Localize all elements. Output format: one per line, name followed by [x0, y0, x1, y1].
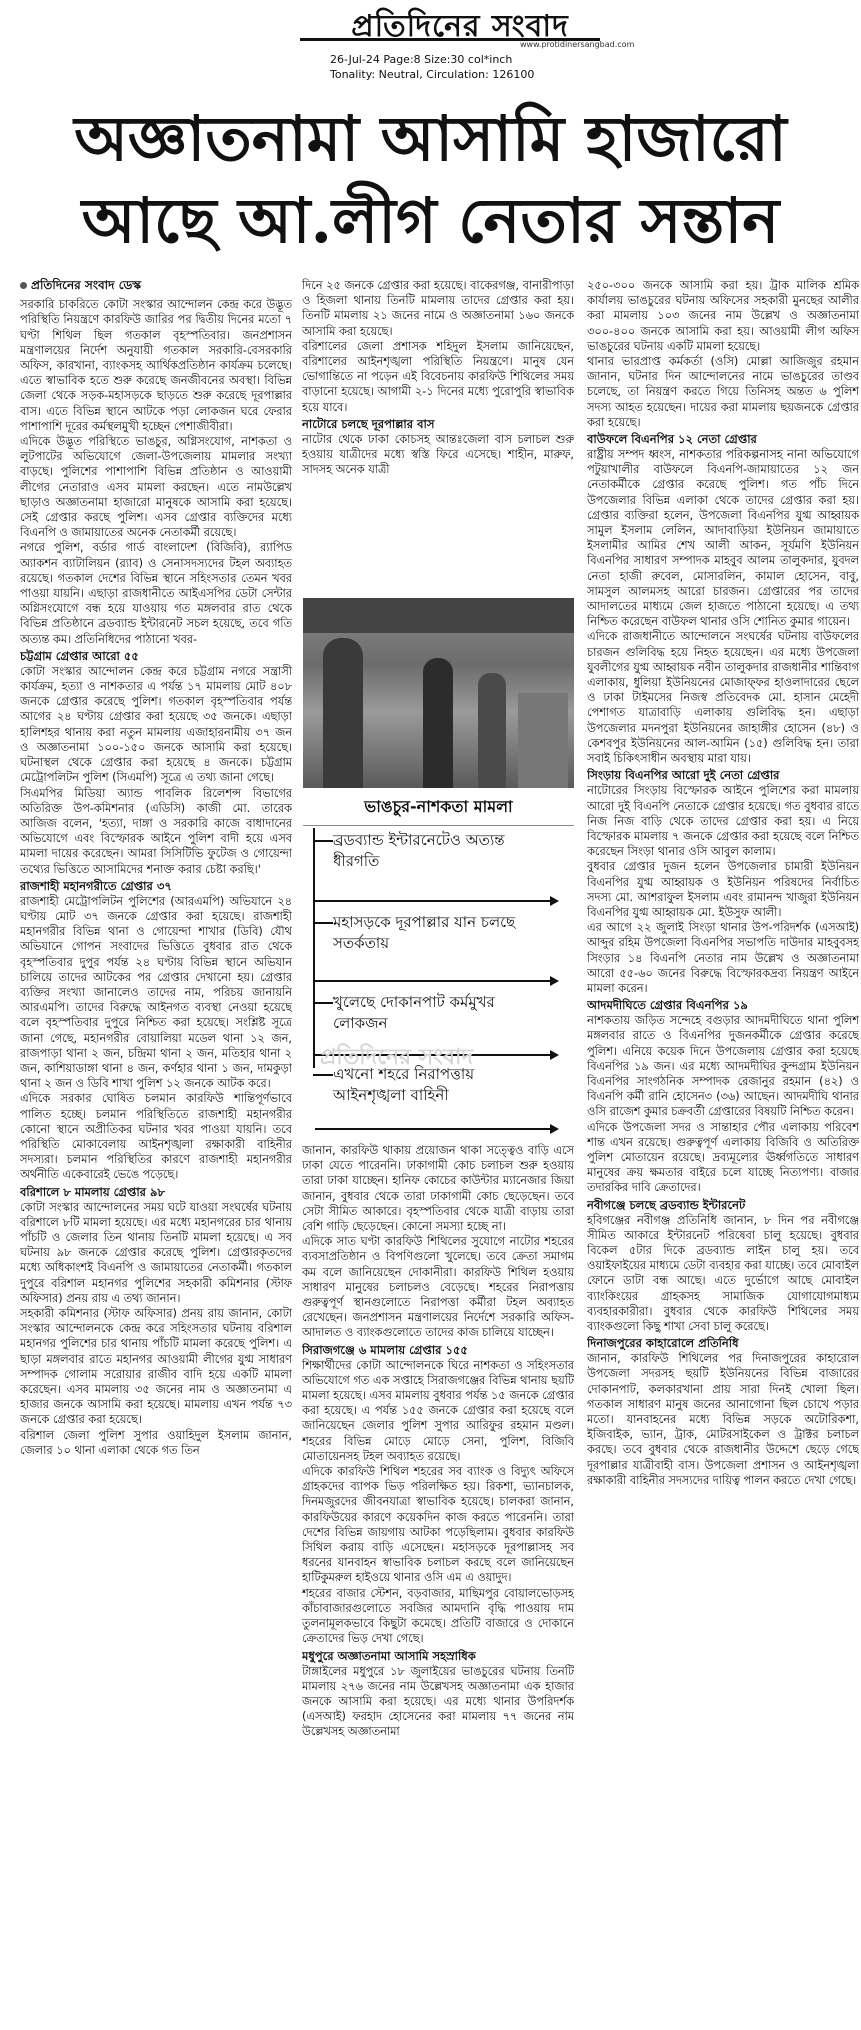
sidebar-box-title: ভাঙচুর-নাশকতা মামলা: [303, 794, 574, 826]
sidebar-box: [303, 790, 574, 1140]
sidebar-box-item: ব্রডব্যান্ড ইন্টারনেটেও অত্যন্ত ধীরগতি: [333, 830, 518, 872]
paragraph: শহরের বাজার স্টেশন, বড়বাজার, মাছিমপুর বোয়ালভোড়সহ কাঁচাবাজারগুলোতে সবজির আমদানি বৃদ্ধি পাওয়ায় দাম তুলনামূলকভাবে কিছুটা কমেছে। প্রতিটি বাজারে ও দোকানে ক্রেতাদের ভিড় দেখা গেছে।: [302, 1586, 574, 1646]
arrow-right-icon: [315, 900, 555, 902]
headline-line-2: আছে আ.লীগ নেতার সন্তান: [81, 184, 780, 257]
column-1-body: [20, 297, 292, 1458]
paragraph: এদিকে সাত ঘণ্টা কারফিউ শিথিলের সুযোগে নাটোর শহরের ব্যবসাপ্রতিষ্ঠান ও বিপণিগুলো খুলেছে। তবে ক্রেতা সমাগম কম বলে জানিয়েছেন দোকানীরা। কারফিউ শিথিল হওয়ায় সাধারণ মানুষের চলাচলও বেড়েছে। শহরের নিরাপত্তায় গুরুত্বপূর্ণ স্থানগুলোতে নিরাপত্তা কর্মীরা টহল অব্যাহত রেখেছেন। জনপ্রশাসন মন্ত্রণালয়ের নির্দেশে সরকারি অফিস-আদালত ও ব্যাংকগুলোতে তাদের কাজ চালিয়ে যাচ্ছেন।: [302, 1235, 574, 1340]
paragraph: রাষ্ট্রীয় সম্পদ ধ্বংস, নাশকতার পরিকল্পনাসহ নানা অভিযোগে পটুয়াখালীর বাউফলে বিএনপি-জামায়াতের ১২ জন নেতাকর্মীকে গ্রেপ্তার করেছে পুলিশ। গত পাঁচ দিনে উপজেলার বিভিন্ন এলাকা থেকে তাদের গ্রেপ্তার করা হয়। গ্রেপ্তার ব্যক্তিরা হলেন, উপজেলা বিএনপির যুগ্ম আহ্বায়ক সামুল ইসলাম লেলিন, আদাবাড়িয়া ইউনিয়ন জামায়াতে ইসলামীর আমির শেখ আলী আকন, সূর্যমণি ইউনিয়ন বিএনপির সাধারণ সম্পাদক মাহবুব আলম তালুকদার, যুবদল নেতা হাজী রুবেল, মোসারলিন, কামাল হোসেন, বাবু, সামসুল আলমসহ আরো চারজন। গ্রেপ্তারের পর তাদের আদালতের মাধ্যমে জেল হাজতে পাঠানো হয়েছে। এ তথ্য নিশ্চিত করেছেন বাউফল থানার ওসি শোনিত কুমার গায়েন।: [587, 448, 859, 629]
news-photo: [303, 598, 574, 788]
column-1: [20, 278, 292, 2023]
column-3-body: [587, 278, 859, 1488]
paragraph: নাটোর থেকে ঢাকা কোচসহ আন্তঃজেলা বাস চলাচল শুরু হওয়ায় যাত্রীদের মধ্যে স্বস্তি ফিরে এসেছে। শাহীন, মারুফ, সাদসহ অনেক যাত্রী: [302, 432, 574, 477]
sidebar-box-item: মহাসড়কে দূরপাল্লার যান চলছে সতর্কতায়: [333, 912, 518, 954]
section-heading: বরিশালে ৮ মামলায় গ্রেপ্তার ৯৮: [20, 1184, 165, 1199]
column-3: [587, 278, 859, 2023]
paragraph: বরিশাল জেলা পুলিশ সুপার ওয়াহিদুল ইসলাম জানান, জেলার ১০ থানা এলাকা থেকে গত তিন: [20, 1428, 292, 1457]
paragraph: সরকারি চাকরিতে কোটা সংস্কার আন্দোলন কেন্দ্র করে উদ্ভূত পরিস্থিতি নিয়ন্ত্রণে কারফিউ জারির পর দ্বিতীয় দিনের মতো ৭ ঘণ্টা শিথিল ছিল গতকাল বৃহস্পতিবার। জনপ্রশাসন মন্ত্রণালয়ের নির্দেশ অনুযায়ী গতকাল সরকারি-বেসরকারি অফিস, কারখানা, ব্যাংকসহ আর্থিকপ্রতিষ্ঠান কার্যক্রম চলেছে। এতে স্বাভাবিক হতে শুরু করেছে জনজীবনের অবস্থা। বিভিন্ন জেলা থেকে সড়ক-মহাসড়কে ছাড়তে শুরু করেছে দূরপাল্লার বাস। এতে বিভিন্ন স্থানে আটকে পড়া লোকজন ঘরে ফেরার পাশাপাশি দূরের কর্মস্থলমুখী হচ্ছেন পেশাজীবীরা।: [20, 298, 292, 433]
section-heading: সিরাজগঞ্জে ৬ মামলায় গ্রেপ্তার ১৫৫: [302, 1342, 468, 1357]
paragraph: এদিকে সরকার ঘোষিত চলমান কারফিউ শান্তিপূর্ণভাবে পালিত হচ্ছে। চলমান পরিস্থিতিতে রাজশাহী মহানগরীর কোনো স্থানে অপ্রীতিকর ঘটনার খবর পাওয়া যায়নি। তবে পরিস্থিতি মোকাবেলায় আইনশৃঙ্খলা রক্ষাকারী বাহিনীর সদস্যরা। চলমান পরিস্থিতির কারণে রাজশাহী মহানগরীর অর্থনীতি একেবারেই ভেঙে পড়েছে।: [20, 1092, 292, 1182]
paragraph: হবিগঞ্জের নবীগঞ্জ প্রতিনিধি জানান, ৮ দিন পর নবীগঞ্জে সীমিত আকারে ইন্টারনেট পরিষেবা চালু হয়েছে। বুধবার বিকেল ৫টার দিকে ব্রডব্যান্ড লাইন চালু হয়। তবে ওয়াইফাইয়ের মাধ্যমে ডেটা ব্যবহার করা যাচ্ছে। তবে মোবাইল ফোনে ডাটা বন্ধ আছে। এতে দুর্ভোগে আছে মোবাইল ব্যাংকিংয়ের গ্রাহকসহ সামাজিক যোগাযোগমাধ্যম ব্যবহারকারীরা। বুধবার থেকে কারফিউ শিথিলের সময় ব্যাংকগুলো কিছু শাখা সেবা চালু করেছে।: [587, 1213, 859, 1333]
paragraph: ২৫০-৩০০ জনকে আসামি করা হয়। ট্রাক মালিক শ্রমিক কার্যালয় ভাঙচুরের ঘটনায় অফিসের সহকারী মুনছের আলীর করা মামলায় ১০৩ জনের নাম উল্লেখ ও অজ্ঞাতনামা ৩০০-৪০০ জনকে আসামি করা হয়। আওয়ামী লীগ অফিস ভাঙচুরের ঘটনায় একটি মামলা হয়েছে।: [587, 279, 859, 353]
photo-person: [423, 658, 453, 788]
paragraph: বরিশালের জেলা প্রশাসক শহিদুল ইসলাম জানিয়েছেন, বরিশালের আইনশৃঙ্খলা পরিস্থিতি নিয়ন্ত্রণে। মানুষ যেন ভোগান্তিতে না পড়েন এই বিবেচনায় কারফিউ শিথিলের সময় বাড়ানো হয়েছে। আগামী ২-১ দিনের মধ্যে পুরোপুরি স্বাভাবিক হয়ে যাবে।: [302, 339, 574, 414]
paragraph: কোটা সংস্কার আন্দোলন কেন্দ্র করে চট্টগ্রাম নগরে সন্ত্রাসী কার্যক্রম, হত্যা ও নাশকতার এ পর্যন্ত ১৭ মামলায় মোট ৪০৮ জনকে গ্রেপ্তার করেছে পুলিশ। গতকাল বৃহস্পতিবার পর্যন্ত আগের ২৪ ঘণ্টায় গ্রেপ্তার করা হয়েছে ৩৫ জনকে। এছাড়া হালিশহর থানায় করা নতুন মামলায় এজাহারনামীয় ৩৭ জন ও অজ্ঞাতনামা ১০০-১৫০ জনকে আসামি করা হয়েছে। ঘটনাস্থল থেকে গ্রেপ্তার করা হয়েছে ৪ জনকে। চট্টগ্রাম মেট্রোপলিটন পুলিশ (সিএমপি) সূত্রে এ তথ্য জানা গেছে।: [20, 664, 292, 785]
clipping-tonality: Tonality: Neutral, Circulation: 126100: [330, 68, 535, 81]
column-2-top: [302, 278, 574, 596]
photo-vehicle: [518, 693, 568, 788]
photo-person: [323, 638, 363, 788]
arrow-right-icon: [315, 1128, 555, 1130]
clipping-meta: [330, 52, 534, 82]
sidebar-box-item: খুলেছে দোকানপাট কর্মমুখর লোকজন: [333, 992, 518, 1034]
paragraph: নাটোরের সিংড়ায় বিস্ফোরক আইনে পুলিশের করা মামলায় আরো দুই বিএনপি নেতাকে গ্রেপ্তার হয়েছে। গত বুধবার রাতে নিজ নিজ বাড়ি থেকে তাদের গ্রেপ্তার করা হয়। এ নিয়ে বিস্ফোরক মামলায় ৭ জনকে গ্রেপ্তার করা হয়েছে বলে নিশ্চিত করেছেন সিংড়া থানার ওসি আবুল কালাম।: [587, 784, 859, 859]
section-heading: মধুপুরে অজ্ঞাতনামা আসামি সহস্রাধিক: [302, 1648, 476, 1663]
column-2-bottom-body: [302, 1143, 574, 1740]
paragraph: রাজশাহী মেট্রোপলিটন পুলিশের (আরএমপি) অভিযানে ২৪ ঘণ্টায় মোট ৩৭ জনকে গ্রেপ্তার করা হয়েছে। রাজশাহী মহানগরীর বিভিন্ন থানা ও গোয়েন্দা শাখার (ডিবি) যৌথ অভিযানে গোপন সংবাদের ভিত্তিতে বুধবার রাত থেকে বৃহস্পতিবার দুপুর পর্যন্ত ২৪ ঘণ্টায় বিভিন্ন স্থানে অভিযান চালিয়ে তাদের আটকের পর গ্রেপ্তার দেখানো হয়। গ্রেপ্তার ব্যক্তির সংখ্যা জানালেও তাদের নাম, পরিচয় জানায়নি আরএমপি। তাদের বিরুদ্ধে আইনগত ব্যবস্থা নেওয়া হয়েছে বলে বৃহস্পতিবার দুপুরে নিশ্চিত করা হয়েছে। সংশ্লিষ্ট সূত্রে জানা গেছে, মহানগরীর বোয়ালিয়া মডেল থানা ১২ জন, রাজপাড়া থানা ২ জন, চন্দ্রিমা থানা ২ জন, মতিহার থানা ২ জন, কাশিয়াডাঙ্গা থানা ৪ জন, কর্ণহার থানা ১ জন, দামকুড়া থানা ২ জন ও ডিবি শাখা পুলিশ ১২ জনকে আটক করে।: [20, 894, 292, 1091]
photo-roof: [303, 598, 574, 633]
paragraph: শিক্ষার্থীদের কোটা আন্দোলনকে ঘিরে নাশকতা ও সহিংসতার অভিযোগে গত এক সপ্তাহে সিরাজগঞ্জের বিভিন্ন থানায় ছয়টি মামলা হয়েছে। এসব মামলায় বুধবার পর্যন্ত ১৫ জনকে গ্রেপ্তার করা হয়েছে। এ পর্যন্ত ১৫৫ জনকে গ্রেপ্তার করা হয়েছে বলে জানিয়েছেন জেলার পুলিশ সুপার আরিফুর রহমান মণ্ডল। শহরের বিভিন্ন মোড়ে মোড়ে সেনা, পুলিশ, বিজিবি মোতায়েনসহ টহল অব্যাহত রয়েছে।: [302, 1358, 574, 1463]
section-heading: সিংড়ায় বিএনপির আরো দুই নেতা গ্রেপ্তার: [587, 768, 780, 783]
paragraph: সহকারী কমিশনার (স্টাফ অফিসার) প্রনয় রায় জানান, কোটা সংস্কার আন্দোলনকে কেন্দ্র করে সহিংসতার ঘটনায় বরিশাল মহানগর পুলিশের চার থানায় পাঁচটি মামলা করেছে পুলিশ। এ ছাড়া মঙ্গলবার রাতে মহানগর আওয়ামী লীগের যুগ্ম সাধারণ সম্পাদক গোলাম সরোয়ার রাজীব বাদি হয়ে একটি মামলা করেছেন। এসব মামলায় ৩৫ জনের নাম ও অজ্ঞাতনামা এ হাজার জনকে আসামি করা হয়েছে। মামলায় এখন পর্যন্ত ৭৩ জনকে গ্রেপ্তার করা হয়েছে।: [20, 1307, 292, 1427]
section-heading: নাটোরে চলছে দূরপাল্লার বাস: [302, 416, 435, 431]
paragraph: নগরে পুলিশ, বর্ডার গার্ড বাংলাদেশ (বিজিবি), র‌্যাপিড অ্যাকশন ব্যাটালিয়ন (র‌্যাব) ও সেনাসদস্যদের টহল অব্যাহত রয়েছে। গতকাল দেশের বিভিন্ন স্থানে সহিংসতার তেমন খবর পাওয়া যায়নি। এছাড়া রাজধানীতে আইএসপির ডেটা সেন্টার অগ্নিসংযোগে বন্ধ হয়ে যাওয়ায় গত মঙ্গলবার রাত থেকে বিভিন্ন প্রতিষ্ঠানে ব্রডব্যান্ড ইন্টারনেট সচল হয়েছে, তবে গতি অত্যন্ত কম। প্রতিনিধিদের পাঠানো খবর-: [20, 541, 292, 646]
section-heading: দিনাজপুরের কাহারোলে প্রতিনিধি: [587, 1336, 739, 1351]
watermark: প্রতিদিনের সংবাদ: [320, 1045, 473, 1070]
headline-line-1: অজ্ঞাতনামা আসামি হাজারো: [74, 102, 787, 175]
paragraph: নাশকতায় জড়িত সন্দেহে বগুড়ার আদমদীঘিতে থানা পুলিশ মঙ্গলবার রাতে ও বিএনপির দুজনকর্মীকে গ্রেপ্তার করেছে পুলিশ। এনিয়ে কয়েক দিনে উপজেলায় গ্রেপ্তার করা হয়েছে বিএনপির ১৯ জন। এর মধ্যে আদমদীঘির কুন্দগ্রাম ইউনিয়ন বিএনপির সাংগঠনিক সম্পাদক রেজানুর রহমান (৪২) ও বিএনপি কর্মী রানি হোসেন৩ (৩৬) আছেন। আদমদীঘি থানার ওসি রাজেশ কুমার চক্রবর্তী গ্রেপ্তারের বিষয়টি নিশ্চিত করেন।: [587, 1014, 859, 1119]
section-heading: বাউফলে বিএনপির ১২ নেতা গ্রেপ্তার: [587, 432, 757, 447]
newspaper-logo: প্রতিদিনের সংবাদ: [351, 9, 569, 44]
paragraph: এর আগে ২২ জুলাই সিংড়া থানার উপ-পরিদর্শক (এসআই) আব্দুর রহিম উপজেলা বিএনপির সভাপতি দাউদার মাহবুবসহ সিংড়ার ১৪ বিএনপি নেতার নাম উল্লেখ ও অজ্ঞাতনামা আরো ৫৫-৬০ জনের বিরুদ্ধে বিস্ফোরকদ্রব্য নিয়ন্ত্রণ আইনে মামলা করেন।: [587, 921, 859, 995]
sidebar-box-spine: [313, 828, 315, 1068]
section-heading: চট্টগ্রাম গ্রেপ্তার আরো ৫৫: [20, 648, 139, 663]
paragraph: বুধবার গ্রেপ্তার দুজন হলেন উপজেলার চামারী ইউনিয়ন বিএনপির যুগ্ম আহ্বায়ক ও ইউনিয়ন পরিষদের নির্বাচিত সদস্য মো. আশরাফুল ইসলাম এবং রামানন্দ খাজুরা ইউনিয়ন বিএনপির যুগ্ম আহ্বায়ক মো. ইউসুফ আলী।: [587, 860, 859, 919]
clipping-date-page: 26-Jul-24 Page:8 Size:30 col*inch: [330, 53, 513, 66]
paragraph: কোটা সংস্কার আন্দোলনের সময় ঘটে যাওয়া সংঘর্ষের ঘটনায় বরিশালে ৮টি মামলা হয়েছে। এর মধ্যে মহানগরের চার থানায় পাঁচটি ও জেলার তিন থানায় তিনটি মামলা হয়েছে। এ সব ঘটনায় ৯৮ জনকে গ্রেপ্তার করেছে পুলিশ। গ্রেপ্তারকৃতদের মধ্যে অধিকাংশই বিএনপি ও জামায়াতের নেতাকর্মী। গতকাল দুপুরে বরিশাল মহানগর পুলিশের সহকারী কমিশনার (স্টাফ অফিসার) প্রনয় রায় এ তথ্য জানান।: [20, 1200, 292, 1305]
photo-person: [478, 673, 506, 788]
paragraph: থানার ভারপ্রাপ্ত কর্মকর্তা (ওসি) মোল্লা আজিজুর রহমান জানান, ঘটনার দিন আন্দোলনের নামে ভাঙচুরের তাণ্ডব চলেছে, তা নিয়ন্ত্রণ করতে গিয়ে তিনিসহ অন্তত ৬ পুলিশ সদস্য আহত হয়েছেন। দায়ের করা মামলায় ছয়জনকে গ্রেপ্তার করা হয়েছে।: [587, 355, 859, 429]
newspaper-url[interactable]: www.protidinersangbad.com: [520, 40, 635, 49]
bullet-icon: [20, 282, 27, 289]
paragraph: টাঙ্গাইলের মধুপুরে ১৮ জুলাইয়ের ভাঙচুরের ঘটনায় তিনটি মামলায় ২৭৬ জনের নাম উল্লেখসহ অজ্ঞাতনামা এক হাজার জনকে আসামি করা হয়েছে। এর মধ্যে থানার উপরিদর্শক (এসআই) ফরহাদ হোসেনের করা মামলায় ৭৭ জনের নাম উল্লেখসহ অজ্ঞাতনামা: [302, 1664, 574, 1739]
section-heading: রাজশাহী মহানগরীতে গ্রেপ্তার ৩৭: [20, 878, 172, 893]
headline: [0, 98, 861, 262]
masthead: [0, 0, 861, 88]
arrow-right-icon: [315, 980, 555, 982]
paragraph: জানান, কারফিউ শিথিলের পর দিনাজপুরের কাহারোল উপজেলা সদরসহ ছয়টি ইউনিয়নের বিভিন্ন বাজারের দোকানপাট, কলকারখানা প্রায় সারা দিনই খোলা ছিল। গতকাল সাধারণ মানুষ জনের আনাগোনা ছিল চোখে পড়ার মতো। যানবাহনের মধ্যে বিভিন্ন সড়কে অটোরিকশা, ইজিবাইক, ভ্যান, ট্রাক, মোটরসাইকেল ও ট্রাক্টর চলাচল করছে। তবে বুধবার থেকে রাজধানীর উদ্দেশে ছেড়ে গেছে দূরপাল্লার যাত্রীবাহী বাস। উপজেলা প্রশাসন ও আইনশৃঙ্খলা রক্ষাকারী বাহিনীর সদস্যদের দায়িত্ব পালন করতে দেখা গেছে।: [587, 1352, 859, 1487]
byline: [20, 278, 292, 293]
column-2-bottom: [302, 1143, 574, 2023]
paragraph: এদিকে উদ্ভূত পরিস্থিতে ভাঙচুর, অগ্নিসংযোগ, নাশকতা ও লুটপাটের অভিযোগে জেলা-উপজেলায় মামলার সংখ্যা বাড়ছে। পুলিশের পাশাপাশি বিভিন্ন প্রতিষ্ঠান ও আওয়ামী লীগের নেতারাও এসব মামলা করছেন। এতে নামউল্লেখ ছাড়াও অজ্ঞাতনামা হাজারো মানুষকে আসামি করা হয়েছে। সেই গ্রেপ্তার করছে পুলিশ। এসব গ্রেপ্তার ব্যক্তিদের মধ্যে বিএনপি ও জামায়াতের অনেক নেতাকর্মী রয়েছে।: [20, 435, 292, 540]
sidebar-box-item: এখনো শহরে নিরাপত্তায় আইনশৃঙ্খলা বাহিনী: [333, 1064, 518, 1106]
byline-text: প্রতিদিনের সংবাদ ডেস্ক: [31, 278, 141, 292]
paragraph: এদিকে রাজধানীতে আন্দোলনে সংঘর্ষের ঘটনায় বাউফলের চারজন গুলিবিদ্ধ হয়ে নিহত হয়েছেন। এর মধ্যে উপজেলা যুবলীগের যুগ্ম আহ্বায়ক নবীন তালুকদার রাজধানীর শান্তিবাগ এলাকায়, ধুলিয়া ইউনিয়নের মোজাফ্ফর হাওলাদারের ছেলে ও ঢাকা টাইমসের নিজস্ব প্রতিবেদক মো. হাসান মেহেদী পেশাগত যাত্রাবাড়ি এলাকায় গুলিবিদ্ধ হন। এছাড়া উপজেলার মদনপুরা ইউনিয়নের জাহাঙ্গীর হোসেন (৪৮) ও কেশবপুর ইউনিয়নের আল-আমিন (১৫) গুলিবিদ্ধ হন। তারা সবাই চিকিৎসাধীন অবস্থায় মারা যায়।: [587, 630, 859, 766]
column-2-top-body: [302, 278, 574, 477]
section-heading: নবীগঞ্জে চলছে ব্রডব্যান্ড ইন্টারনেট: [587, 1197, 746, 1212]
paragraph: জানান, কারফিউ থাকায় প্রয়োজন থাকা সত্ত্বেও বাড়ি এসে ঢাকা যেতে পারেননি। ঢাকাগামী কোচ চলাচল শুরু হওয়ায় তারা ঢাকা যাচ্ছেন। হানিফ কোচের কাউন্টার ম্যানেজার জিয়া জানান, বুধবার থেকে তারা ঢাকাগামী কোচ ছেড়েছেন। তবে সেটা সীমিত আকারে। বৃহস্পতিবার থেকে যাত্রী বাড়ায় তারা বেশি গাড়ি ছেড়েছেন। কোনো সমস্যা হচ্ছে না।: [302, 1144, 574, 1234]
paragraph: দিনে ২৫ জনকে গ্রেপ্তার করা হয়েছে। বাকেরগঞ্জ, বানারীপাড়া ও হিজলা থানায় তিনটি মামলায় তাদের গ্রেপ্তার করা হয়। তিনটি মামলায় ২১ জনের নামে ও অজ্ঞাতনামা ১৬০ জনকে আসামি করা হয়েছে।: [302, 279, 574, 338]
paragraph: এদিকে কারফিউ শিথিল শহরের সব ব্যাংক ও বিদ্যুৎ অফিসে গ্রাহকদের ব্যাপক ভিড় পরিলক্ষিত হয়। রিকশা, ভ্যানচালক, দিনমজুরদের জীবনযাত্রা স্বাভাবিক হয়েছে। চালকরা জানান, কারফিউয়ের কারণে কয়েকদিন কাজ করতে পারেননি। তারা দেশের বিভিন্ন জায়গায় আটকা পড়েছিলাম। বুধবার কারফিউ সিথিল করায় বাড়ি এসেছেন। মহাসড়কে দূরপাল্লাসহ সব ধরনের যানবাহন স্বাভাবিক চলাচল করছে বলে জানিয়েছেন হাটিকুমরুল হাইওয়ে থানার ওসি এম এ ওয়াদুদ।: [302, 1465, 574, 1585]
section-heading: আদমদীঘিতে গ্রেপ্তার বিএনপির ১৯: [587, 998, 748, 1013]
paragraph: সিএমপির মিডিয়া অ্যান্ড পাবলিক রিলেশন্স বিভাগের অতিরিক্ত উপ-কমিশনার (এডিসি) কাজী মো. তারেক আজিজ বলেন, 'হত্যা, দাঙ্গা ও সরকারি কাজে বাধাদানের অভিযোগে এবং বিস্ফোরক আইনে পুলিশ বাদী হয়ে এসব মামলা দায়ের করেছেন। আমরা সিসিটিভি ফুটেজ ও গোয়েন্দা তথ্যের ভিত্তিতে আসামিদের শনাক্ত করার চেষ্টা করছি।': [20, 786, 292, 876]
paragraph: এদিকে উপজেলা সদর ও সান্তাহার পৌর এলাকায় পরিবেশ শান্ত এখন রয়েছে। গুরুত্বপূর্ণ এলাকায় বিজিবি ও অতিরিক্ত পুলিশ মোতায়েন রয়েছে। দ্রব্যমূল্যের ঊর্ধ্বগতিতে সাধারণ মানুষের ক্রয় ক্ষমতার বাইরে চলে যাচ্ছে নিত্যপণ্য। বাজার তদারকির দাবি ক্রেতাদের।: [587, 1120, 859, 1195]
